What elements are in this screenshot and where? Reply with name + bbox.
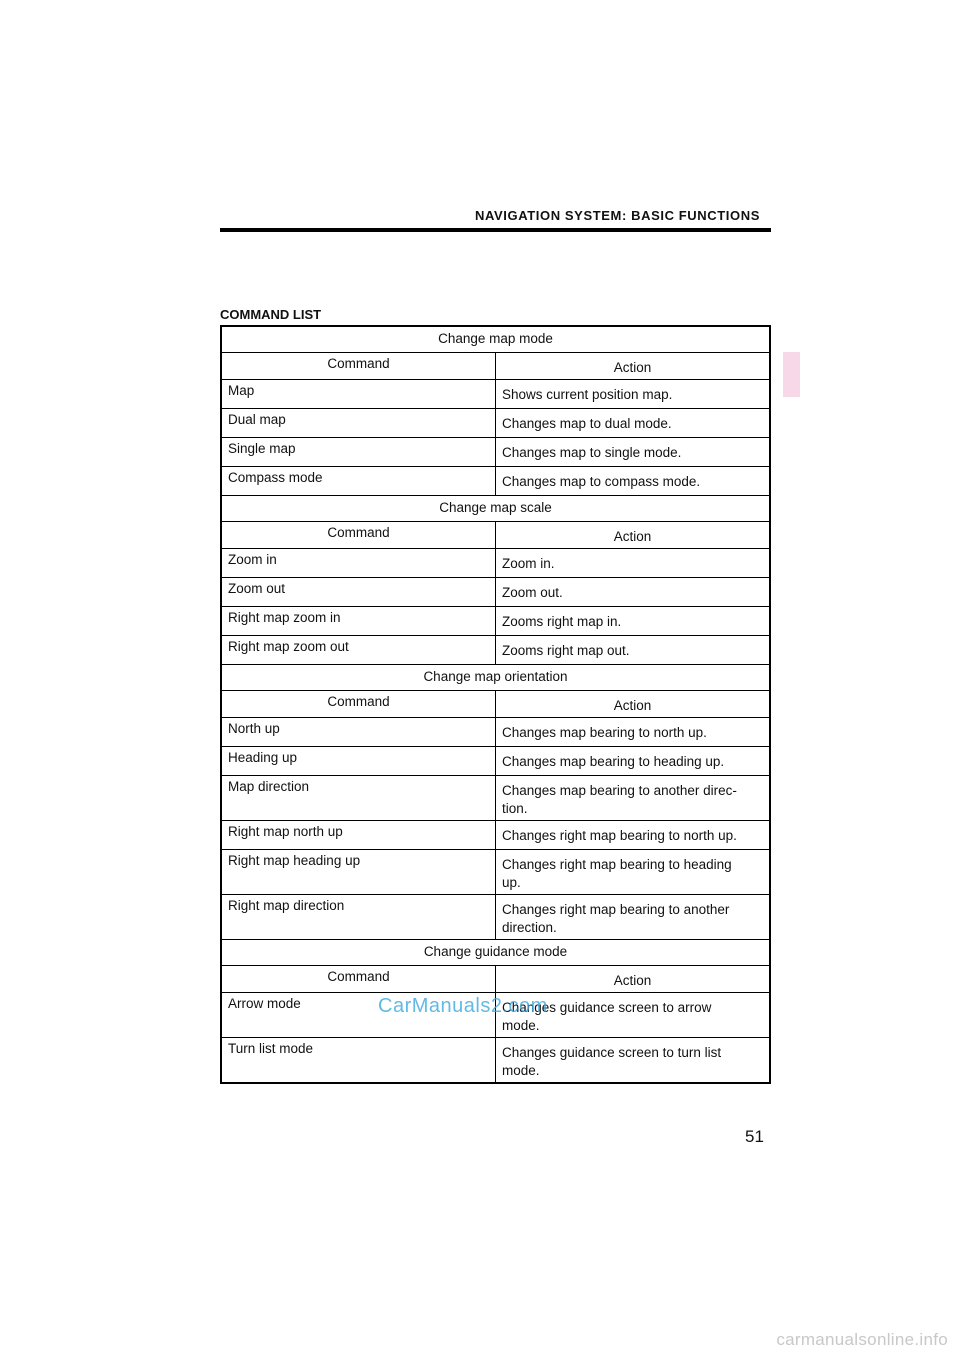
command-cell: Dual map xyxy=(221,409,496,438)
group-title: Change map mode xyxy=(221,326,770,353)
command-list-table xyxy=(220,325,771,1084)
action-cell: Zoom out. xyxy=(496,578,771,607)
action-cell: Zooms right map in. xyxy=(496,607,771,636)
command-cell: Map xyxy=(221,380,496,409)
command-cell: Zoom in xyxy=(221,549,496,578)
action-cell: Changes right map bearing to heading up. xyxy=(496,850,771,895)
column-header-row xyxy=(221,353,770,380)
table-row xyxy=(221,636,770,665)
table-row xyxy=(221,718,770,747)
command-cell: Single map xyxy=(221,438,496,467)
table-row xyxy=(221,1038,770,1084)
action-cell: Changes guidance screen to arrow mode. xyxy=(496,993,771,1038)
command-cell: Map direction xyxy=(221,776,496,821)
command-cell: Right map direction xyxy=(221,895,496,940)
command-column-header: Command xyxy=(221,522,496,549)
action-cell: Changes map bearing to heading up. xyxy=(496,747,771,776)
table-row xyxy=(221,895,770,940)
table-row xyxy=(221,549,770,578)
action-cell: Changes map to dual mode. xyxy=(496,409,771,438)
section-heading: COMMAND LIST xyxy=(220,307,322,322)
table-row xyxy=(221,821,770,850)
action-column-header: Action xyxy=(496,522,771,549)
action-column-header: Action xyxy=(496,691,771,718)
footer-site-text: carmanualsonline.info xyxy=(776,1330,948,1349)
action-cell: Changes right map bearing to north up. xyxy=(496,821,771,850)
command-cell: Right map heading up xyxy=(221,850,496,895)
action-cell: Changes map bearing to north up. xyxy=(496,718,771,747)
command-cell: Zoom out xyxy=(221,578,496,607)
command-cell: Right map north up xyxy=(221,821,496,850)
group-title-row xyxy=(221,496,770,522)
header-rule xyxy=(220,228,771,232)
table-row xyxy=(221,607,770,636)
action-cell: Changes map to single mode. xyxy=(496,438,771,467)
action-cell: Shows current position map. xyxy=(496,380,771,409)
command-cell: Heading up xyxy=(221,747,496,776)
action-cell: Changes right map bearing to another direction. xyxy=(496,895,771,940)
command-cell: Turn list mode xyxy=(221,1038,496,1084)
group-title-row xyxy=(221,665,770,691)
table-row xyxy=(221,467,770,496)
group-title: Change map orientation xyxy=(221,665,770,691)
group-title: Change map scale xyxy=(221,496,770,522)
command-cell: Arrow mode xyxy=(221,993,496,1038)
group-title-row xyxy=(221,326,770,353)
command-cell: Compass mode xyxy=(221,467,496,496)
action-cell: Changes map to compass mode. xyxy=(496,467,771,496)
column-header-row xyxy=(221,966,770,993)
table-row xyxy=(221,438,770,467)
action-column-header: Action xyxy=(496,966,771,993)
table-row xyxy=(221,409,770,438)
table-row xyxy=(221,578,770,607)
running-header-title: NAVIGATION SYSTEM: BASIC FUNCTIONS xyxy=(475,208,760,223)
action-cell: Changes guidance screen to turn list mode. xyxy=(496,1038,771,1084)
table-row xyxy=(221,380,770,409)
action-cell: Changes map bearing to another direc- tion. xyxy=(496,776,771,821)
action-cell: Zooms right map out. xyxy=(496,636,771,665)
table-row xyxy=(221,850,770,895)
page-number: 51 xyxy=(745,1127,764,1146)
group-title-row xyxy=(221,940,770,966)
table-row xyxy=(221,747,770,776)
command-cell: Right map zoom in xyxy=(221,607,496,636)
command-column-header: Command xyxy=(221,353,496,380)
group-title: Change guidance mode xyxy=(221,940,770,966)
table-row xyxy=(221,776,770,821)
command-column-header: Command xyxy=(221,691,496,718)
command-cell: Right map zoom out xyxy=(221,636,496,665)
column-header-row xyxy=(221,691,770,718)
action-cell: Zoom in. xyxy=(496,549,771,578)
action-column-header: Action xyxy=(496,353,771,380)
command-column-header: Command xyxy=(221,966,496,993)
column-header-row xyxy=(221,522,770,549)
command-cell: North up xyxy=(221,718,496,747)
watermark-text: CarManuals2.com xyxy=(378,995,548,1017)
chapter-side-tab xyxy=(783,352,800,397)
